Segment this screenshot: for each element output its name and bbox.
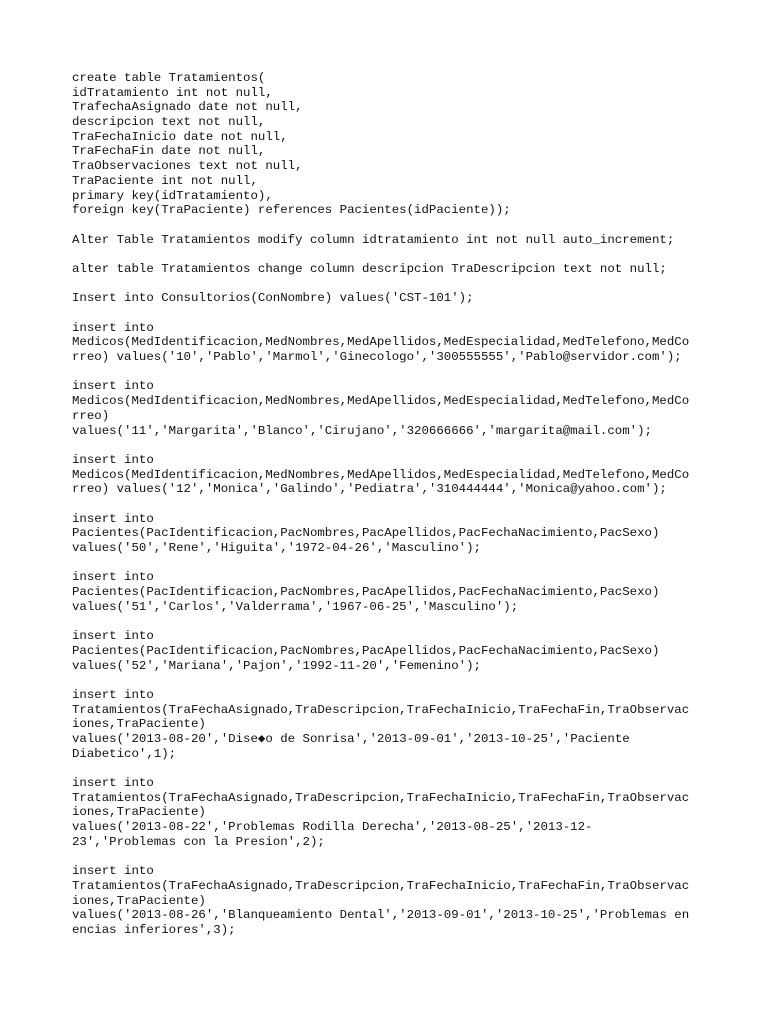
code-line: insert into xyxy=(72,687,154,702)
code-line: values('2013-08-20','Dise◆o de Sonrisa','2013-09-01','2013-10-25','Paciente xyxy=(72,731,630,746)
sql-statement-insert-medicos-3 xyxy=(72,453,712,497)
code-line: insert into xyxy=(72,452,154,467)
code-line: values('11','Margarita','Blanco','Cirujano','320666666','margarita@mail.com'); xyxy=(72,423,652,438)
code-line: create table Tratamientos( xyxy=(72,71,266,85)
sql-statement-insert-consultorios xyxy=(72,291,712,306)
code-line: insert into xyxy=(72,379,154,394)
code-line: rreo) values('12','Monica','Galindo','Pediatra','310444444','Monica@yahoo.com'); xyxy=(72,482,667,497)
code-line: values('2013-08-22','Problemas Rodilla Derecha','2013-08-25','2013-12- xyxy=(72,820,593,835)
sql-statement-insert-medicos-2 xyxy=(72,379,712,438)
code-line: Pacientes(PacIdentificacion,PacNombres,PacApellidos,PacFechaNacimiento,PacSexo) xyxy=(72,526,660,541)
code-line: TraPaciente int not null, xyxy=(72,173,258,188)
sql-statement-insert-pacientes-1 xyxy=(72,512,712,556)
code-line: values('51','Carlos','Valderrama','1967-06-25','Masculino'); xyxy=(72,599,519,614)
sql-statement-alter-modify-column xyxy=(72,233,712,248)
code-line: 23','Problemas con la Presion',2); xyxy=(72,834,325,849)
code-line: idTratamiento int not null, xyxy=(72,85,273,100)
code-line: Pacientes(PacIdentificacion,PacNombres,PacApellidos,PacFechaNacimiento,PacSexo) xyxy=(72,643,660,658)
code-line: Diabetico',1); xyxy=(72,746,177,761)
code-line: Medicos(MedIdentificacion,MedNombres,MedApellidos,MedEspecialidad,MedTelefono,MedCo xyxy=(72,467,690,482)
sql-statement-insert-tratamientos-3 xyxy=(72,864,712,937)
code-line: rreo) values('10','Pablo','Marmol','Ginecologo','300555555','Pablo@servidor.com'); xyxy=(72,350,682,365)
code-line: iones,TraPaciente) xyxy=(72,805,206,820)
sql-statement-insert-pacientes-3 xyxy=(72,629,712,673)
code-line: primary key(idTratamiento), xyxy=(72,188,273,203)
code-line: rreo) xyxy=(72,408,110,423)
code-line: insert into xyxy=(72,864,154,879)
code-line: Insert into Consultorios(ConNombre) values('CST-101'); xyxy=(72,291,474,306)
code-line: TraFechaInicio date not null, xyxy=(72,129,288,144)
code-line: foreign key(TraPaciente) references Pacientes(idPaciente)); xyxy=(72,203,511,218)
sql-statement-alter-change-column xyxy=(72,262,712,277)
code-line: Tratamientos(TraFechaAsignado,TraDescripcion,TraFechaInicio,TraFechaFin,TraObservac xyxy=(72,790,690,805)
code-line: values('50','Rene','Higuita','1972-04-26','Masculino'); xyxy=(72,541,481,555)
sql-statement-insert-tratamientos-1 xyxy=(72,688,712,761)
sql-statement-insert-pacientes-2 xyxy=(72,570,712,614)
code-line: encias inferiores',3); xyxy=(72,922,236,937)
code-line: TrafechaAsignado date not null, xyxy=(72,100,303,115)
code-line: Pacientes(PacIdentificacion,PacNombres,PacApellidos,PacFechaNacimiento,PacSexo) xyxy=(72,585,660,600)
code-line: descripcion text not null, xyxy=(72,115,266,130)
code-line: values('52','Mariana','Pajon','1992-11-20','Femenino'); xyxy=(72,658,481,673)
code-line: insert into xyxy=(72,511,154,526)
sql-statement-insert-tratamientos-2 xyxy=(72,776,712,849)
code-line: insert into xyxy=(72,570,154,585)
code-line: values('2013-08-26','Blanqueamiento Dental','2013-09-01','2013-10-25','Problemas en xyxy=(72,908,690,923)
code-line: Alter Table Tratamientos modify column idtratamiento int not null auto_increment; xyxy=(72,232,675,247)
code-line: Medicos(MedIdentificacion,MedNombres,MedApellidos,MedEspecialidad,MedTelefono,MedCo xyxy=(72,335,690,350)
code-line: Tratamientos(TraFechaAsignado,TraDescripcion,TraFechaInicio,TraFechaFin,TraObservac xyxy=(72,702,690,717)
code-line: iones,TraPaciente) xyxy=(72,717,206,732)
code-line: iones,TraPaciente) xyxy=(72,893,206,908)
sql-document xyxy=(72,71,712,952)
code-line: TraFechaFin date not null, xyxy=(72,144,266,159)
code-line: alter table Tratamientos change column descripcion TraDescripcion text not null; xyxy=(72,261,667,276)
code-line: insert into xyxy=(72,629,154,644)
code-line: insert into xyxy=(72,776,154,790)
sql-statement-create-table-tratamientos xyxy=(72,71,712,218)
code-line: insert into xyxy=(72,320,154,335)
code-line: TraObservaciones text not null, xyxy=(72,159,303,174)
sql-statement-insert-medicos-1 xyxy=(72,321,712,365)
code-line: Tratamientos(TraFechaAsignado,TraDescripcion,TraFechaInicio,TraFechaFin,TraObservac xyxy=(72,878,690,893)
code-line: Medicos(MedIdentificacion,MedNombres,MedApellidos,MedEspecialidad,MedTelefono,MedCo xyxy=(72,394,690,409)
